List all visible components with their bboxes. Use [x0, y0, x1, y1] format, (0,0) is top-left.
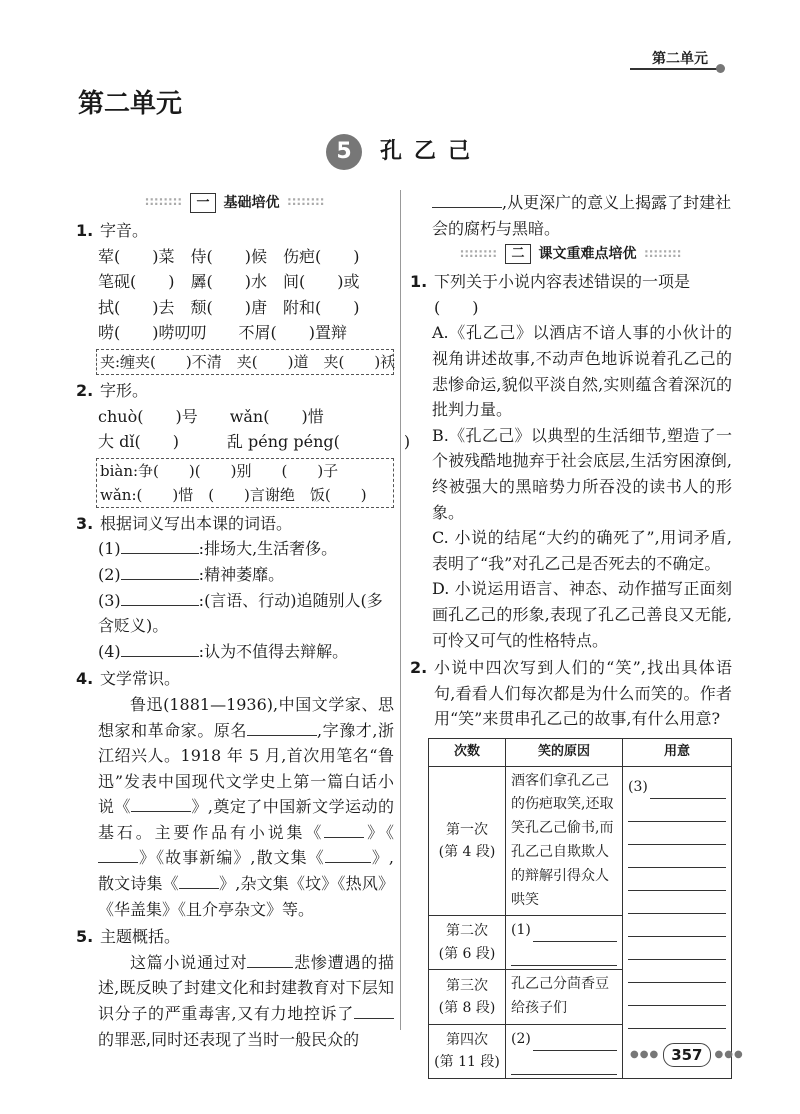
reason-cell: 酒客们拿孔乙己的伤疤取笑,还取笑孔乙己偷书,而孔乙己自欺欺人的辩解引得众人哄笑: [506, 766, 623, 916]
question-2: [410, 655, 732, 732]
question-2: [76, 378, 394, 404]
definition-item: [76, 562, 394, 588]
time-cell: [429, 1024, 506, 1078]
text-run: 》,散文诗集《: [98, 848, 394, 894]
question-1: [410, 269, 732, 320]
polyphone-box: 夹:缠夹( )不清 夹( )道 夹( )袄: [96, 349, 394, 375]
glyph-line: 大 dǐ( ) 乱 péng péng( ): [98, 432, 411, 452]
question-label: 文学常识。: [100, 669, 181, 689]
section-title: 基础培优: [223, 194, 280, 211]
answer-line[interactable]: [628, 868, 726, 891]
answer-blank[interactable]: [98, 846, 138, 863]
item-text: :精神萎靡。: [198, 564, 285, 584]
option-c[interactable]: C. 小说的结尾“大约的确死了”,用词矛盾,表明了“我”对孔乙己是否死去的不确定。: [432, 528, 732, 573]
unit-title: 第二单元: [78, 89, 183, 119]
homophone-line: wǎn:( )惜 ( )言谢绝 饭( ): [100, 485, 367, 504]
text-run: 的罪恶,同时还表现了当时一般民众的: [98, 1029, 360, 1049]
definition-item: [76, 588, 394, 639]
paragraph-label: (第 6 段): [438, 945, 496, 962]
question-4: [76, 666, 394, 692]
paragraph-label: (第 8 段): [438, 1000, 496, 1017]
section-heading-key-points: [410, 241, 732, 267]
answer-line[interactable]: [628, 937, 726, 960]
text-run: ,字豫才,浙江绍兴人。1918 年 5 月,首次用笔名“鲁迅”发表中国现代文学史上第一篇白话小说《: [98, 720, 394, 817]
item-number: (3): [628, 778, 648, 795]
option-d[interactable]: D. 小说运用语言、神态、动作描写正面刻画孔乙己的形象,表现了孔乙己善良又无能,可怜又可气的性格特点。: [432, 579, 732, 650]
item-text: :排场大,生活奢侈。: [198, 539, 338, 559]
homophone-box: [96, 458, 394, 508]
reason-cell[interactable]: [506, 1024, 623, 1078]
lesson-number-badge: 5: [326, 134, 362, 170]
right-column: [410, 190, 732, 1079]
intent-cell[interactable]: [623, 766, 732, 1078]
answer-line[interactable]: [628, 914, 726, 937]
answer-line[interactable]: [511, 943, 617, 966]
item-number: (2): [98, 564, 121, 584]
answer-blank[interactable]: [121, 537, 199, 554]
item-number: (4): [98, 641, 121, 661]
answer-blank[interactable]: [325, 846, 371, 863]
item-text: :认为不值得去辩解。: [198, 641, 349, 661]
time-cell: [429, 970, 506, 1025]
question-number: 2.: [76, 380, 94, 400]
question-number: 5.: [76, 927, 94, 947]
question-number: 3.: [76, 513, 94, 533]
question-number: 1.: [76, 221, 94, 240]
column-header: 次数: [429, 738, 506, 766]
time-cell: [429, 766, 506, 916]
dots-decoration: ∷∷∷∷: [644, 246, 682, 261]
answer-blank[interactable]: [432, 191, 502, 208]
question-number: 2.: [410, 658, 428, 678]
question-label: 小说中四次写到人们的“笑”,找出具体语句,看看人们每次都是为什么而笑的。作者用“笑”来贯串孔乙己的故事,有什么用意?: [434, 658, 732, 729]
answer-line[interactable]: [628, 960, 726, 983]
time-label: 第一次: [446, 821, 488, 838]
homophone-line: biàn:争( )( )别 ( )子: [100, 461, 339, 480]
table-row: [429, 766, 732, 916]
question-number: 1.: [410, 272, 428, 292]
pinyin-line: 荤( )菜 侍( )候 伤疤( ): [98, 246, 360, 266]
table-header-row: [429, 738, 732, 766]
question-number: 4.: [76, 669, 94, 689]
answer-blank[interactable]: [179, 872, 219, 889]
dots-decoration: ●●●: [630, 1049, 660, 1060]
answer-blank[interactable]: [324, 821, 364, 838]
dots-decoration: ∷∷∷∷: [287, 195, 325, 210]
section-heading-basic: [76, 190, 394, 216]
answer-blank[interactable]: [354, 1002, 394, 1019]
question-label: 根据词义写出本课的词语。: [100, 513, 293, 533]
laughter-table: [428, 738, 732, 1079]
answer-line[interactable]: [628, 822, 726, 845]
literature-paragraph: [76, 692, 394, 922]
paragraph-label: (第 4 段): [438, 844, 496, 861]
reason-cell: 孔乙己分茴香豆给孩子们: [506, 970, 623, 1025]
question-5: [76, 924, 394, 950]
text-run: ,从更深广的意义上揭露了封建社会的腐朽与黑暗。: [432, 193, 732, 238]
option-a[interactable]: A.《孔乙己》以酒店不谙人事的小伙计的视角讲述故事,不动声色地诉说着孔乙己的悲惨命运,貌似平淡自然,实则蕴含着深沉的批判力量。: [432, 323, 732, 420]
item-number: (3): [98, 590, 121, 610]
answer-line[interactable]: [533, 1028, 617, 1051]
page-number-value: 357: [663, 1043, 710, 1067]
answer-blank[interactable]: [247, 951, 293, 968]
text-run: 悲惨遭遇的描述,既反映了封建文化和封建教育对下层知识分子的严重毒害,又有力地控诉了: [98, 952, 394, 1024]
question-3: [76, 511, 394, 537]
column-divider: [400, 190, 401, 1030]
theme-continuation: [410, 190, 732, 241]
answer-line[interactable]: [628, 845, 726, 868]
pinyin-line: 笔砚( ) 羼( )水 间( )或: [98, 272, 360, 292]
running-header-unit: 第二单元: [652, 51, 708, 67]
pinyin-line: 唠( )唠叨叨 不屑( )置辩: [98, 323, 347, 343]
paragraph-label: (第 11 段): [434, 1054, 500, 1071]
column-header: 用意: [623, 738, 732, 766]
question-label: 下列关于小说内容表述错误的一项是( ): [434, 272, 691, 317]
theme-paragraph: [76, 950, 394, 1052]
dots-decoration: ∷∷∷∷: [145, 195, 183, 210]
answer-blank[interactable]: [121, 640, 199, 657]
lesson-title: 孔乙己: [380, 139, 483, 165]
answer-line[interactable]: [533, 919, 617, 942]
text-run: 这篇小说通过对: [130, 952, 248, 972]
lesson-heading: [326, 134, 482, 170]
answer-line[interactable]: [628, 1006, 726, 1029]
item-number: (1): [511, 922, 531, 939]
dots-decoration: ●●●: [714, 1049, 744, 1060]
text-run: 》,杂文集《坟》《热风》《华盖集》《且介亭杂文》等。: [98, 874, 394, 919]
question-label: 主题概括。: [100, 927, 181, 947]
definition-item: [76, 536, 394, 562]
dots-decoration: ∷∷∷∷: [460, 246, 498, 261]
item-text: :(言语、行动)追随别人(多含贬义)。: [98, 590, 383, 636]
answer-line[interactable]: [650, 776, 726, 799]
time-label: 第二次: [446, 923, 488, 940]
answer-line[interactable]: [628, 799, 726, 822]
question-label: 字音。: [100, 221, 149, 240]
section-number: 二: [505, 244, 530, 264]
header-rule: [630, 68, 722, 70]
section-title: 课文重难点培优: [538, 245, 637, 262]
glyph-line: chuò( )号 wǎn( )惜: [98, 406, 324, 426]
answer-blank[interactable]: [121, 589, 199, 606]
answer-blank[interactable]: [121, 563, 199, 580]
answer-line[interactable]: [628, 983, 726, 1006]
definition-item: [76, 639, 394, 665]
header-dot: [716, 64, 725, 73]
time-cell: [429, 916, 506, 970]
time-label: 第四次: [446, 1031, 488, 1048]
question-label: 字形。: [100, 380, 149, 400]
text-run: 》《: [364, 822, 394, 842]
answer-blank[interactable]: [131, 795, 191, 812]
time-label: 第三次: [446, 977, 488, 994]
option-b[interactable]: B.《孔乙己》以典型的生活细节,塑造了一个被残酷地抛弃于社会底层,生活穷困潦倒,终被强大的黑暗势力所吞没的读书人的形象。: [432, 425, 732, 522]
text-run: 鲁迅(1881—1936),中国文学家、思想家和革命家。原名: [98, 694, 394, 740]
section-number: 一: [190, 193, 215, 213]
left-column: [76, 190, 411, 1052]
answer-line[interactable]: [511, 1052, 617, 1075]
column-header: 笑的原因: [506, 738, 623, 766]
text-run: 》《故事新编》,散文集《: [138, 848, 325, 868]
reason-cell[interactable]: [506, 916, 623, 970]
item-number: (2): [511, 1030, 531, 1047]
question-1: [76, 218, 394, 244]
text-run: 》,奠定了中国新文学运动的基石。主要作品有小说集《: [98, 797, 394, 842]
answer-line[interactable]: [628, 891, 726, 914]
item-number: (1): [98, 539, 121, 559]
page-number: [630, 1043, 744, 1067]
pinyin-line: 拭( )去 颓( )唐 附和( ): [98, 297, 360, 317]
answer-blank[interactable]: [247, 719, 317, 736]
